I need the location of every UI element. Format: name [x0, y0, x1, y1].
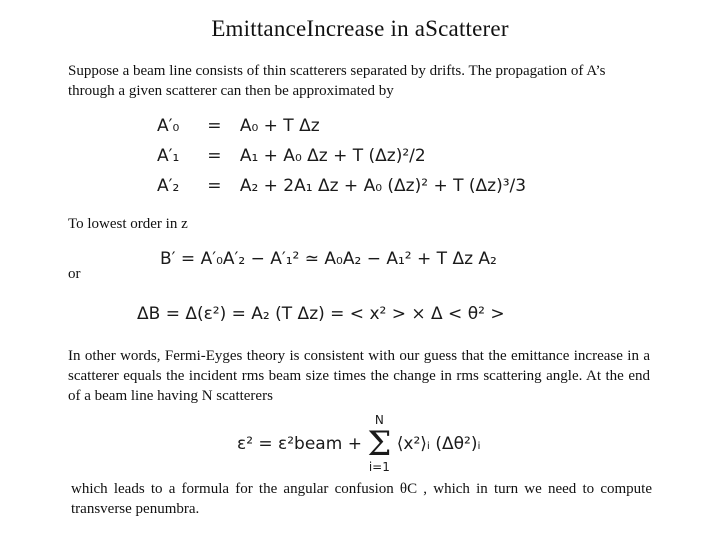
equation-a0-lhs: A′₀ [157, 116, 180, 136]
conclusion-paragraph: which leads to a formula for the angular confusion θC , which in turn we need to compute transverse penumbra. [71, 481, 652, 517]
sum-lower-limit: i=1 [368, 460, 390, 474]
equation-sum [237, 414, 481, 478]
other-words-paragraph: In other words, Fermi-Eyges theory is consistent with our guess that the emittance increase in a scatterer equals the incident rms beam size times the change in rms scattering angle. At the end of a beam line having N scatterers [68, 348, 650, 404]
equation-sum-body: ⟨x²⟩ᵢ (Δθ²)ᵢ [396, 434, 481, 454]
equation-a0: A′₀ = A₀ + T Δz [157, 116, 320, 136]
slide-title: EmittanceIncrease in aScatterer [211, 16, 509, 41]
equation-a2: A′₂ = A₂ + 2A₁ Δz + A₀ (Δz)² + T (Δz)³/3 [157, 176, 527, 196]
lowest-order-label: To lowest order in z [68, 216, 188, 232]
equation-a2-lhs: A′₂ [157, 176, 180, 196]
sum-operator [367, 414, 391, 474]
equation-a1-lhs: A′₁ [157, 146, 180, 166]
equation-b-prime: B′ = A′₀A′₂ − A′₁² ≃ A₀A₂ − A₁² + T Δz A₂ [160, 249, 497, 269]
equation-a2-rhs: A₂ + 2A₁ Δz + A₀ (Δz)² + T (Δz)³/3 [239, 176, 527, 196]
equation-a1: A′₁ = A₁ + A₀ Δz + T (Δz)²/2 [157, 146, 426, 166]
sum-upper-limit: N [374, 413, 384, 427]
intro-paragraph: Suppose a beam line consists of thin scatterers separated by drifts. The propagation of A’s through a given scatterer can then be approximated by [68, 63, 606, 99]
or-label: or [68, 266, 81, 282]
equation-a1-rhs: A₁ + A₀ Δz + T (Δz)²/2 [239, 146, 426, 166]
sigma-symbol: Σ [367, 424, 392, 464]
equation-sum-lhs: ε² = ε²beam + [237, 434, 362, 454]
equation-a0-rhs: A₀ + T Δz [239, 116, 320, 136]
equation-delta-b: ΔB = Δ(ε²) = A₂ (T Δz) = < x² > × Δ < θ² > [137, 304, 505, 324]
